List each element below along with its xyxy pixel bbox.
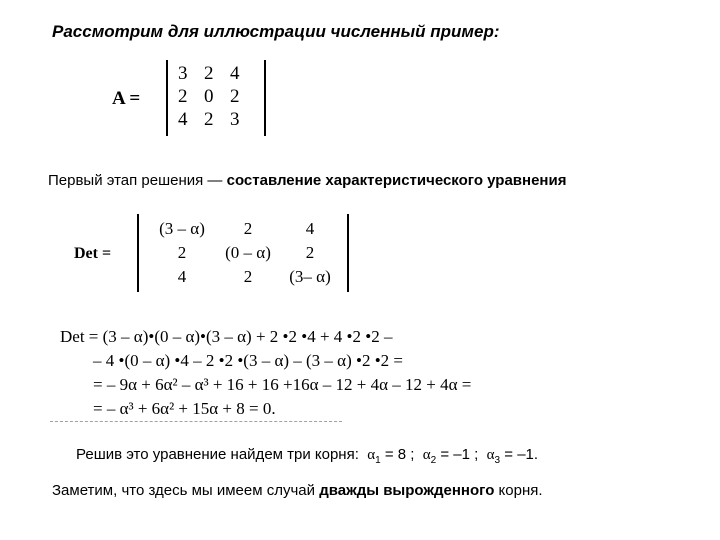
- determinant: [137, 214, 349, 292]
- matrix-row: [178, 108, 256, 131]
- det-cell: (3 – α): [159, 219, 205, 238]
- stage-prefix: Первый этап решения —: [48, 172, 227, 189]
- root-symbol: α: [367, 447, 376, 463]
- det-cell: 2: [243, 267, 253, 286]
- det-cell: 2: [305, 243, 315, 262]
- roots-intro: Решив это уравнение найдем три корня:: [76, 446, 359, 463]
- expansion-line-4: = – α³ + 6α² + 15α + 8 = 0.: [93, 399, 276, 418]
- note-suffix: корня.: [494, 482, 543, 499]
- matrix-label: A =: [112, 88, 141, 109]
- root-value: = –1 ;: [440, 446, 479, 463]
- note-text: [52, 482, 543, 499]
- matrix-cell: 2: [204, 109, 214, 130]
- matrix-row: [178, 62, 256, 85]
- roots-text: [76, 446, 538, 466]
- stage-text: [48, 172, 566, 189]
- root-value: = 8 ;: [384, 446, 415, 463]
- det-cell: 4: [305, 219, 315, 238]
- det-label: Det =: [74, 245, 112, 262]
- det-row: [149, 217, 339, 241]
- matrix-cell: 4: [230, 63, 240, 84]
- det-row: [149, 265, 339, 289]
- expansion-line-2: – 4 •(0 – α) •4 – 2 •2 •(3 – α) – (3 – α) •2 •2 =: [93, 351, 403, 370]
- expansion-line-1: Det = (3 – α)•(0 – α)•(3 – α) + 2 •2 •4 + 4 •2 •2 –: [60, 327, 393, 346]
- det-cell: 2: [177, 243, 187, 262]
- matrix-table: [178, 62, 256, 131]
- det-row: [149, 241, 339, 265]
- result-underline: [50, 421, 342, 422]
- root-index: 3: [494, 455, 501, 466]
- matrix-cell: 3: [230, 109, 240, 130]
- det-cell: (0 – α): [225, 243, 271, 262]
- root-value: = –1.: [504, 446, 539, 463]
- slide-title: Рассмотрим для иллюстрации численный пример:: [52, 22, 500, 41]
- matrix-cell: 3: [178, 63, 188, 84]
- expansion-line-3: = – 9α + 6α² – α³ + 16 + 16 +16α – 12 + 4α – 12 + 4α =: [93, 375, 472, 394]
- stage-bold: составление характеристического уравнения: [226, 172, 567, 189]
- det-cell: 4: [177, 267, 187, 286]
- matrix-cell: 2: [178, 86, 188, 107]
- matrix-cell: 0: [204, 86, 214, 107]
- det-table: [149, 217, 339, 289]
- matrix-row: [178, 85, 256, 108]
- root-symbol: α: [486, 447, 495, 463]
- root-symbol: α: [422, 447, 431, 463]
- matrix-cell: 4: [178, 109, 188, 130]
- root-index: 2: [430, 455, 437, 466]
- det-cell: 2: [243, 219, 253, 238]
- note-bold: дважды вырожденного: [319, 482, 495, 499]
- matrix-a: [166, 60, 266, 136]
- det-cell: (3– α): [289, 267, 331, 286]
- note-prefix: Заметим, что здесь мы имеем случай: [52, 482, 320, 499]
- matrix-cell: 2: [230, 86, 240, 107]
- root-index: 1: [375, 455, 381, 466]
- matrix-cell: 2: [204, 63, 214, 84]
